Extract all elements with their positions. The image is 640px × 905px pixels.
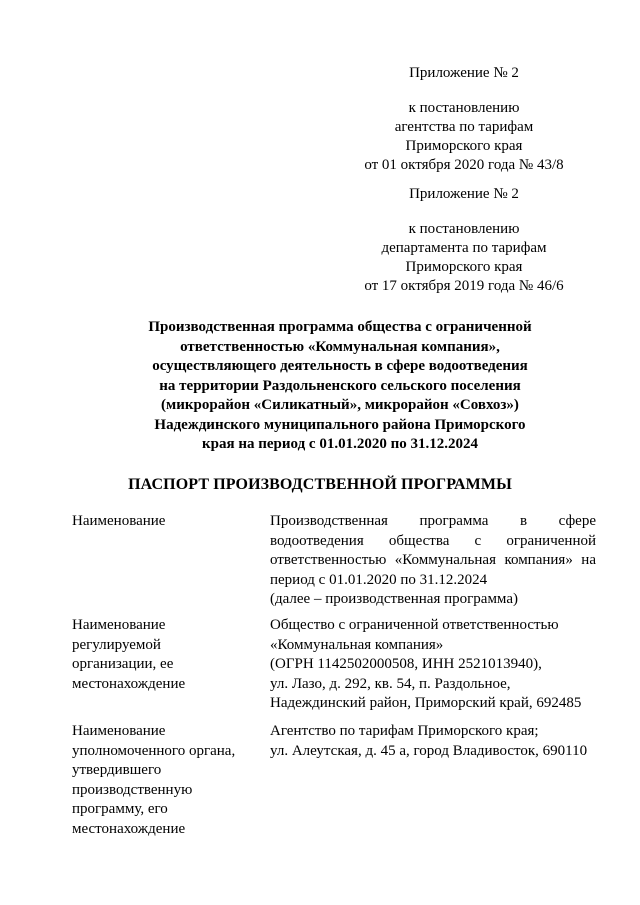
value-line: Производственная программа в сфере <box>270 513 596 529</box>
appendix-block-current <box>334 64 594 175</box>
value-line: (ОГРН 1142502000508, ИНН 2521013940), <box>270 656 542 672</box>
value-line: Агентство по тарифам Приморского края; <box>270 723 539 739</box>
label-line: утвердившего <box>72 762 162 778</box>
passport-title: ПАСПОРТ ПРОИЗВОДСТВЕННОЙ ПРОГРАММЫ <box>128 476 512 493</box>
value-line: ул. Лазо, д. 292, кв. 54, п. Раздольное, <box>270 675 511 692</box>
row-value <box>270 722 596 761</box>
heading-line: ответственностью «Коммунальная компания», <box>180 338 500 355</box>
appendix-line: к постановлению <box>408 100 520 116</box>
appendix-line: агентства по тарифам <box>394 119 534 135</box>
label-line: Наименование <box>72 723 166 739</box>
label-line: местонахождение <box>72 820 186 837</box>
heading-line: осуществляющего деятельность в сфере водоотведения <box>152 358 528 374</box>
heading-line: на территории Раздольненского сельского поселения <box>159 377 521 394</box>
row-label <box>72 616 252 694</box>
value-line: Общество с ограниченной ответственностью <box>270 617 559 633</box>
appendix-title: Приложение № 2 <box>409 186 519 202</box>
heading-line: края на период с 01.01.2020 по 31.12.2024 <box>202 436 478 452</box>
label-line: Наименование <box>72 617 166 633</box>
label-line: Наименование <box>72 513 166 529</box>
appendix-line: от 17 октября 2019 года № 46/6 <box>364 278 564 294</box>
value-line: Надеждинский район, Приморский край, 692485 <box>270 695 582 711</box>
row-label <box>72 722 252 839</box>
appendix-title: Приложение № 2 <box>409 65 519 81</box>
value-line: ответственностью «Коммунальная компания» на <box>270 552 596 568</box>
appendix-line: Приморского края <box>405 138 523 154</box>
value-line: водоотведения общества с ограниченной <box>270 532 596 549</box>
label-line: производственную <box>72 781 193 798</box>
heading-line: Надеждинского муниципального района Приморского <box>154 416 526 433</box>
label-line: организации, ее <box>72 656 174 672</box>
appendix-line: от 01 октября 2020 года № 43/8 <box>364 157 564 173</box>
label-line: регулируемой <box>72 636 161 653</box>
heading-line: Производственная программа общества с ограниченной <box>148 319 532 335</box>
appendix-line: к постановлению <box>408 221 520 237</box>
appendix-line: Приморского края <box>405 259 523 275</box>
row-label <box>72 512 252 532</box>
row-value <box>270 616 596 714</box>
heading-line: (микрорайон «Силикатный», микрорайон «Совхоз») <box>161 397 519 413</box>
label-line: программу, его <box>72 801 168 817</box>
value-line: период с 01.01.2020 по 31.12.2024 <box>270 571 488 588</box>
label-line: уполномоченного органа, <box>72 742 236 759</box>
value-line: «Коммунальная компания» <box>270 636 444 653</box>
label-line: местонахождение <box>72 675 186 692</box>
row-value <box>270 512 596 610</box>
appendix-block-previous <box>334 185 594 296</box>
program-heading <box>120 318 560 455</box>
appendix-line: департамента по тарифам <box>381 240 547 256</box>
value-line: (далее – производственная программа) <box>270 591 518 607</box>
value-line: ул. Алеутская, д. 45 а, город Владивосток, 690110 <box>270 742 588 759</box>
